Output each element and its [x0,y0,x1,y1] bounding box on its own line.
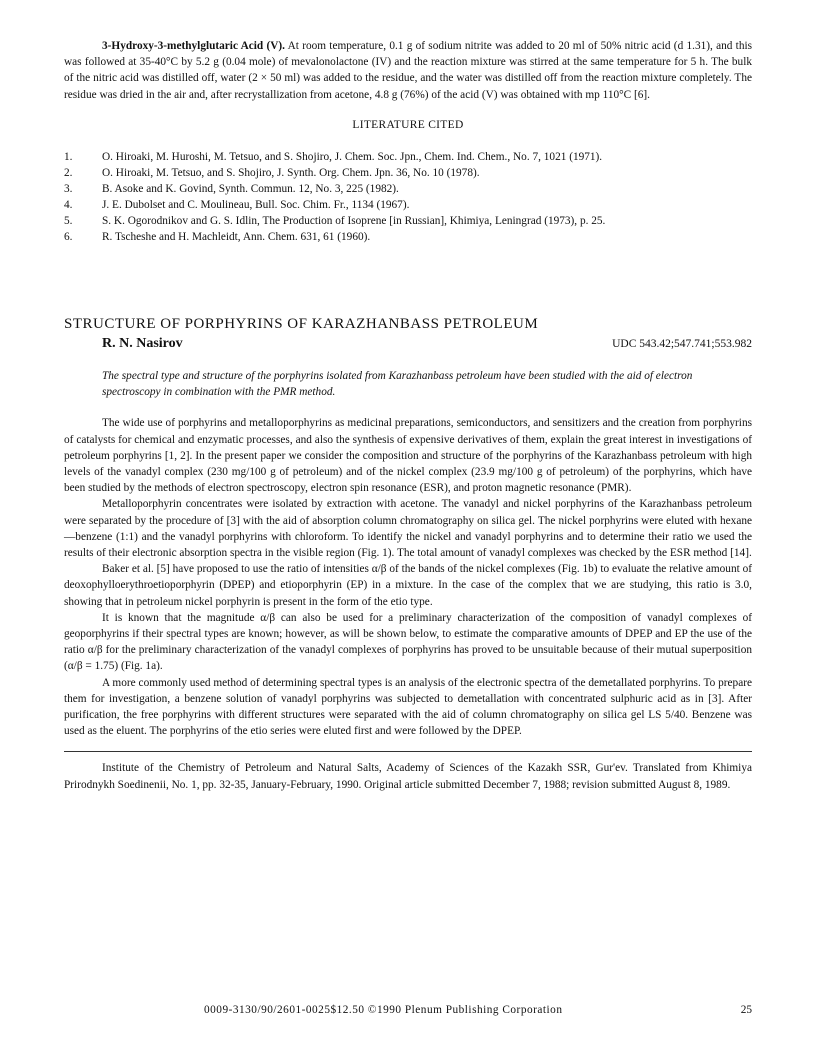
body-paragraph: The wide use of porphyrins and metalloporphyrins as medicinal preparations, semiconductors, and sensitizers and the creation from porphyrins of catalysts for chemical and enzymatic processes, and also the synthesis of expensive derivatives of them, explain the great interest in investigations of petroleum porphyrins [1, 2]. In the present paper we consider the composition and structure of the porphyrins of the Karazhanbass petroleum with high levels of the vanadyl complex (230 mg/100 g of petroleum) and of the nickel complex (23.9 mg/100 g of petroleum) of the porphyrins, which have been studied by the methods of electron spectroscopy, electron spin resonance (ESR), and proton magnetic resonance (PMR). [64,417,752,495]
reference-text: J. E. Dubolset and C. Moulineau, Bull. Soc. Chim. Fr., 1134 (1967). [102,199,410,212]
reference-text: S. K. Ogorodnikov and G. S. Idlin, The Production of Isoprene [in Russian], Khimiya, Leningrad (1973), p. 25. [102,215,606,228]
reference-text: O. Hiroaki, M. Tetsuo, and S. Shojiro, J. Synth. Org. Chem. Jpn. 36, No. 10 (1978). [102,167,480,180]
udc-code: UDC 543.42;547.741;553.982 [612,338,752,351]
article-title: STRUCTURE OF PORPHYRINS OF KARAZHANBASS PETROLEUM [64,316,539,333]
reference-item [64,149,752,165]
body-paragraph: Metalloporphyrin concentrates were isolated by extraction with acetone. The vanadyl and nickel porphyrins of the Karazhanbass petroleum were separated by the procedure of [3] with the aid of absorption column chromatography on silica gel. The nickel porphyrins were eluted with hexane—benzene (1:1) and the vanadyl porphyrins with chloroform. To identify the nickel and vanadyl porphyrins and to determine their ratio we used the results of their electronic absorption spectra in the visible region (Fig. 1). The total amount of vanadyl complexes was checked by the ESR method [14]. [64,498,752,560]
experimental-text: At room temperature, 0.1 g of sodium nitrite was added to 20 ml of 50% nitric acid (d 1.31), and this was followed at 35-40°C by 5.2 g (0.04 mole) of mevalonolactone (IV) and the reaction mixture was stirred at the same temperature for 5 h. The bulk of the nitric acid was distilled off, water (2 × 50 ml) was added to the residue, and the water was distilled off from the reaction mixture completely. The residue was dried in the air and, after recrystallization from acetone, 4.8 g (76%) of the acid (V) was obtained with mp 110°C [6]. [64,40,752,101]
experimental-paragraph [64,38,752,103]
copyright-code: 0009-3130/90/2601-0025$12.50 ©1990 Plenum Publishing Corporation [204,1004,563,1016]
page-number: 25 [740,1004,752,1016]
reference-number: 4. [64,199,73,212]
reference-number: 3. [64,183,73,196]
body-paragraph: A more commonly used method of determining spectral types is an analysis of the electronic spectra of the demetallated porphyrins. To prepare them for investigation, a benzene solution of vanadyl porphyrins was subjected to demetallation with concentrated sulphuric acid as in [3]. After purification, the free porphyrins with different structures were separated with the aid of column chromatography on silica gel LS 5/40. Benzene was used as the eluent. The porphyrins of the etio series were eluted first and were followed by the DPEP. [64,676,752,738]
reference-text: B. Asoke and K. Govind, Synth. Commun. 12, No. 3, 225 (1982). [102,183,399,196]
reference-list [64,149,752,245]
article-body [64,415,752,739]
reference-item [64,229,752,245]
reference-item [64,197,752,213]
reference-number: 2. [64,167,73,180]
literature-heading: LITERATURE CITED [352,118,464,131]
page-content [64,38,752,793]
reference-item [64,181,752,197]
footnote: Institute of the Chemistry of Petroleum and Natural Salts, Academy of Sciences of the Kazakh SSR, Gur'ev. Translated from Khimiya Prirodnykh Soedinenii, No. 1, pp. 32-35, January-February, 1990. Original article submitted December 7, 1988; revision submitted August 8, 1989. [64,762,752,791]
body-paragraph: Baker et al. [5] have proposed to use the ratio of intensities α/β of the bands of the nickel complexes (Fig. 1b) to evaluate the relative amount of deoxophylloerythroetioporphyrin (DPEP) and etioporphyrin (EP) in a mixture. In the case of the complex that we are studying, this ratio is 3.0, showing that in petroleum nickel porphyrin is present in the form of the etio type. [64,563,752,608]
reference-number: 1. [64,151,73,164]
reference-text: R. Tscheshe and H. Machleidt, Ann. Chem. 631, 61 (1960). [102,231,371,244]
reference-item [64,165,752,181]
reference-number: 5. [64,215,73,228]
reference-number: 6. [64,231,73,244]
reference-text: O. Hiroaki, M. Huroshi, M. Tetsuo, and S. Shojiro, J. Chem. Soc. Jpn., Chem. Ind. Chem., No. 7, 1021 (1971). [102,151,603,164]
compound-name: 3-Hydroxy-3-methylglutaric Acid (V). [102,40,285,52]
author-row [64,334,752,354]
footnote-divider [64,751,752,752]
author-name: R. N. Nasirov [102,336,183,352]
body-paragraph: It is known that the magnitude α/β can also be used for a preliminary characterization of the composition of vanadyl complexes of geoporphyrins if their spectral types are known; however, as will be shown below, to estimate the comparative amounts of DPEP and EP the use of the ratio α/β for the preliminary characterization of the vanadyl complexes of porphyrins has proved to be unsuitable because of their mutual superposition (α/β = 1.75) (Fig. 1a). [64,611,752,673]
abstract: The spectral type and structure of the porphyrins isolated from Karazhanbass petroleum have been studied with the aid of electron spectroscopy in combination with the PMR method. [102,370,693,399]
reference-item [64,213,752,229]
